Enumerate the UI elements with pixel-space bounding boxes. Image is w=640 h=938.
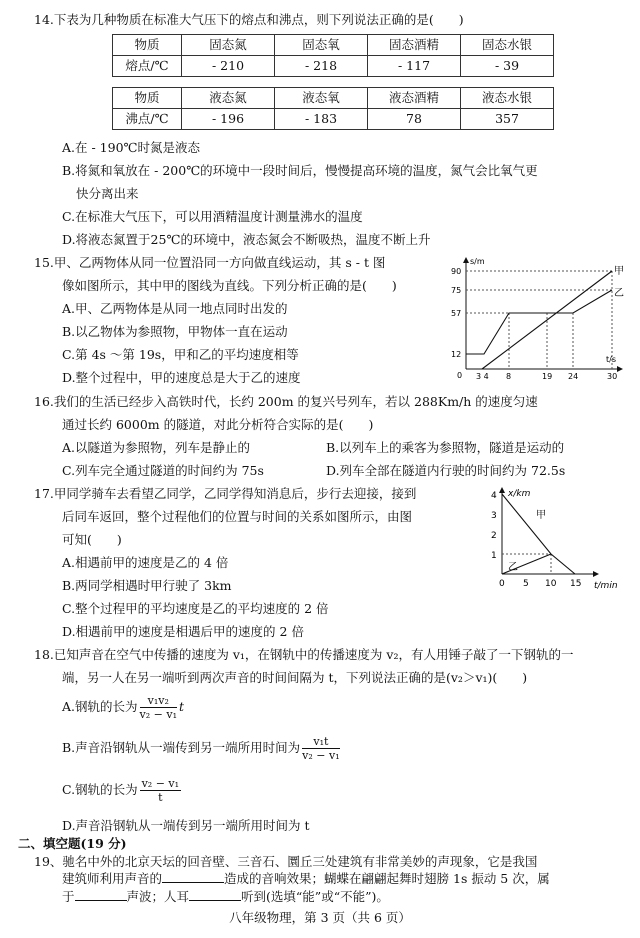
table-cell: 固态酒精 xyxy=(368,35,461,56)
table-row xyxy=(113,35,554,56)
y-tick: 4 xyxy=(491,491,497,501)
x-tick: 3 4 xyxy=(476,372,489,381)
x-axis-label: t/s xyxy=(606,355,616,364)
q18-option-d: D.声音沿钢轨从一端传到另一端所用时间为 t xyxy=(62,818,310,833)
section-title: 二、填空题(19 分) xyxy=(18,836,127,851)
q17-xt-graph xyxy=(484,484,634,594)
y-axis-label: x/km xyxy=(508,489,531,499)
q15-option-c: C.第 4s ～第 19s，甲和乙的平均速度相等 xyxy=(62,347,299,362)
table-cell: 物质 xyxy=(113,88,182,109)
q17-stem-line1: 17.甲同学骑车去看望乙同学，乙同学得知消息后，步行去迎接，接到 xyxy=(34,486,417,501)
x-tick: 10 xyxy=(545,579,557,589)
q17-option-c: C.整个过程甲的平均速度是乙的平均速度的 2 倍 xyxy=(62,601,329,616)
q15-st-graph xyxy=(446,254,626,384)
fraction-denominator: t xyxy=(158,791,163,805)
option-text: C.钢轨的长为 xyxy=(62,782,138,798)
boiling-point-table xyxy=(112,87,554,130)
stem-text: 声波；人耳 xyxy=(126,889,190,904)
y-tick: 2 xyxy=(491,531,497,541)
table-cell: - 218 xyxy=(275,56,368,77)
table-cell: 液态氮 xyxy=(182,88,275,109)
q17-stem-line3: 可知( ) xyxy=(62,532,122,547)
fraction-numerator: v₁v₂ xyxy=(140,694,177,708)
q17-option-a: A.相遇前甲的速度是乙的 4 倍 xyxy=(62,555,229,570)
q18-option-a xyxy=(62,694,184,721)
x-tick: 19 xyxy=(542,372,553,381)
y-axis-label: s/m xyxy=(470,257,485,266)
fraction xyxy=(140,777,181,804)
table-cell: - 210 xyxy=(182,56,275,77)
q18-option-b xyxy=(62,735,342,762)
y-tick: 75 xyxy=(451,286,462,295)
q16-option-c: C.列车完全通过隧道的时间约为 75s xyxy=(62,463,264,478)
jia-label: 甲 xyxy=(536,510,546,521)
melting-point-table xyxy=(112,34,554,77)
x-tick: 30 xyxy=(607,372,618,381)
table-cell: 固态水银 xyxy=(461,35,554,56)
answer-blank[interactable] xyxy=(75,888,127,901)
q14-option-b-cont: 快分离出来 xyxy=(76,186,139,201)
q16-option-b: B.以列车上的乘客为参照物，隧道是运动的 xyxy=(326,440,565,455)
q18-option-c xyxy=(62,777,183,804)
fraction xyxy=(302,735,339,762)
q19-stem-line2 xyxy=(62,869,550,888)
fraction-numerator: v₁t xyxy=(302,735,339,749)
option-text: B.声音沿钢轨从一端传到另一端所用时间为 xyxy=(62,740,301,756)
y-tick: 0 xyxy=(457,371,463,380)
x-tick: 15 xyxy=(570,579,582,589)
q18-stem-line1: 18.已知声音在空气中传播的速度为 v₁，在钢轨中的传播速度为 v₂，有人用锤子敲了一下钢轨的一 xyxy=(34,647,574,662)
q15-option-b: B.以乙物体为参照物，甲物体一直在运动 xyxy=(62,324,288,339)
table-cell: 固态氮 xyxy=(182,35,275,56)
q17-option-d: D.相遇前甲的速度是相遇后甲的速度的 2 倍 xyxy=(62,624,304,639)
q16-stem-line2: 通过长约 6000m 的隧道，对此分析符合实际的是( ) xyxy=(62,417,374,432)
table-cell: 固态氧 xyxy=(275,35,368,56)
x-tick: 24 xyxy=(568,372,579,381)
q19-stem-line1: 19、驰名中外的北京天坛的回音壁、三音石、圜丘三处建筑有非常美妙的声现象，它是我国 xyxy=(34,854,538,869)
q16-option-d: D.列车全部在隧道内行驶的时间约为 72.5s xyxy=(326,463,566,478)
stem-text: 建筑师利用声音的 xyxy=(62,871,163,886)
yi-label: 乙 xyxy=(614,288,624,299)
stem-text: 于 xyxy=(62,889,75,904)
y-tick: 57 xyxy=(451,309,462,318)
q14-option-d: D.将液态氮置于25℃的环境中，液态氮会不断吸热，温度不断上升 xyxy=(62,232,431,247)
q15-option-d: D.整个过程中，甲的速度总是大于乙的速度 xyxy=(62,370,301,385)
table-cell: 液态氧 xyxy=(275,88,368,109)
q14-option-c: C.在标准大气压下，可以用酒精温度计测量沸水的温度 xyxy=(62,209,363,224)
yi-label: 乙 xyxy=(508,562,518,573)
q16-stem-line1: 16.我们的生活已经步入高铁时代，长约 200m 的复兴号列车，若以 288Km/h 的速度匀速 xyxy=(34,394,538,409)
y-tick: 12 xyxy=(451,350,462,359)
table-cell: 沸点/℃ xyxy=(113,109,182,130)
table-cell: 物质 xyxy=(113,35,182,56)
answer-blank[interactable] xyxy=(189,888,241,901)
q16-option-a: A.以隧道为参照物，列车是静止的 xyxy=(62,440,251,455)
x-tick: 8 xyxy=(506,372,512,381)
q19-stem-line3 xyxy=(62,887,389,906)
stem-text: 造成的音响效果；蝴蝶在翩翩起舞时翅膀 1s 振动 5 次，属 xyxy=(224,871,550,886)
q15-stem-line1: 15.甲、乙两物体从同一位置沿同一方向做直线运动，其 s - t 图 xyxy=(34,255,386,270)
q17-option-b: B.两同学相遇时甲行驶了 3km xyxy=(62,578,232,593)
y-tick: 90 xyxy=(451,267,462,276)
jia-label: 甲 xyxy=(614,266,624,277)
table-cell: 液态水银 xyxy=(461,88,554,109)
page-footer: 八年级物理，第 3 页（共 6 页） xyxy=(229,910,411,925)
answer-blank[interactable] xyxy=(162,870,224,883)
yi-line xyxy=(466,290,612,354)
option-text: t xyxy=(178,699,185,715)
q17-stem-line2: 后同车返回，整个过程他们的位置与时间的关系如图所示，由图 xyxy=(62,509,413,524)
y-tick: 1 xyxy=(491,551,497,561)
x-axis-label: t/min xyxy=(594,581,618,591)
table-row xyxy=(113,109,554,130)
q14-option-a: A.在 - 190℃时氮是液态 xyxy=(62,140,201,155)
table-cell: - 196 xyxy=(182,109,275,130)
table-row xyxy=(113,56,554,77)
fraction-denominator: v₂ − v₁ xyxy=(302,749,340,763)
x-tick: 5 xyxy=(523,579,529,589)
table-cell: 357 xyxy=(461,109,554,130)
y-tick: 3 xyxy=(491,511,497,521)
q15-option-a: A.甲、乙两物体是从同一地点同时出发的 xyxy=(62,301,288,316)
fraction-numerator: v₂ − v₁ xyxy=(141,777,180,790)
x-tick: 0 xyxy=(499,579,505,589)
table-cell: 78 xyxy=(368,109,461,130)
table-cell: 熔点/℃ xyxy=(113,56,182,77)
option-text: A.钢轨的长为 xyxy=(62,699,138,715)
q14-stem: 14.下表为几种物质在标准大气压下的熔点和沸点，则下列说法正确的是( ) xyxy=(34,12,464,27)
table-cell: 液态酒精 xyxy=(368,88,461,109)
table-cell: - 117 xyxy=(368,56,461,77)
fraction-denominator: v₂ − v₁ xyxy=(139,708,177,722)
table-cell: - 39 xyxy=(461,56,554,77)
q15-stem-line2: 像如图所示，其中甲的图线为直线。下列分析正确的是( ) xyxy=(62,278,397,293)
table-cell: - 183 xyxy=(275,109,368,130)
table-row xyxy=(113,88,554,109)
q14-option-b: B.将氮和氧放在 - 200℃的环境中一段时间后，慢慢提高环境的温度，氮气会比氧气更 xyxy=(62,163,538,178)
fraction xyxy=(140,694,177,721)
stem-text: 听到(选填“能”或“不能”)。 xyxy=(241,889,389,904)
q18-stem-line2: 端，另一人在另一端听到两次声音的时间间隔为 t，下列说法正确的是(v₂＞v₁)( ) xyxy=(62,670,528,685)
